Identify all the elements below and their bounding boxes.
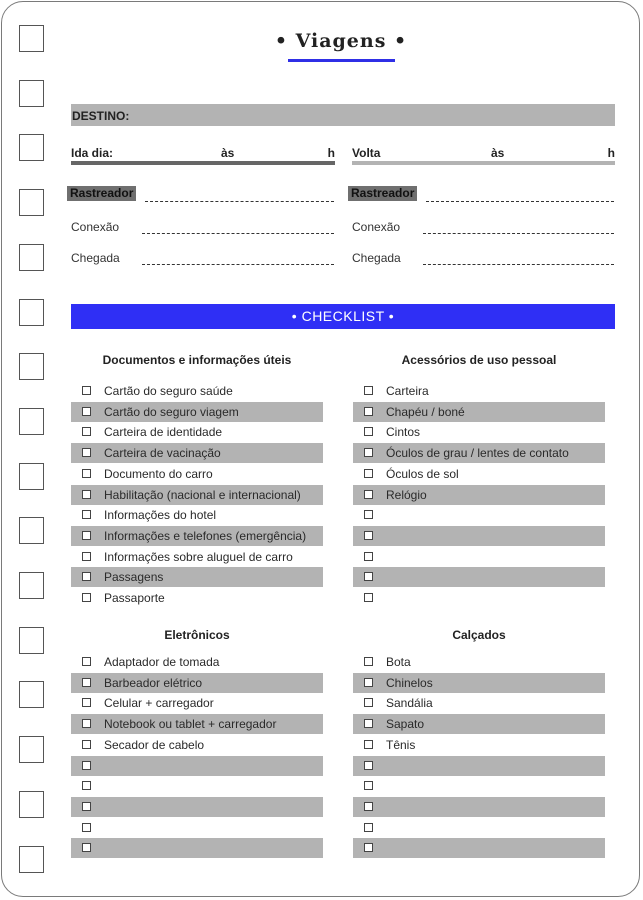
checklist-item-label: Cintos: [386, 425, 421, 440]
right-arrival-label: Chegada: [352, 251, 401, 265]
checkbox-icon[interactable]: [364, 843, 373, 852]
right-tracker-field[interactable]: [348, 186, 614, 202]
page-title: • Viagens •: [274, 30, 408, 52]
checkbox-icon[interactable]: [364, 531, 373, 540]
accessories-section-title: Acessórios de uso pessoal: [401, 353, 557, 367]
checkbox-icon[interactable]: [82, 469, 91, 478]
outbound-date-field[interactable]: [71, 145, 335, 165]
checkbox-icon[interactable]: [82, 781, 91, 790]
left-arrival-line: [142, 264, 334, 265]
binder-box: [19, 299, 44, 326]
left-arrival-label: Chegada: [71, 251, 120, 265]
checklist-item-label: Chinelos: [386, 675, 433, 690]
footwear-checklist-item[interactable]: [353, 735, 605, 755]
accessories-checklist-item[interactable]: [353, 505, 605, 525]
outbound-at-label: às: [221, 146, 235, 160]
accessories-checklist-item[interactable]: [353, 567, 605, 587]
checkbox-icon[interactable]: [364, 761, 373, 770]
left-connection-line: [142, 233, 334, 234]
checklist-item-label: Relógio: [386, 487, 427, 502]
left-connection-field[interactable]: [71, 218, 334, 234]
footwear-checklist-item[interactable]: [353, 756, 605, 776]
binder-box: [19, 681, 44, 708]
checklist-item-label: Cartão do seguro saúde: [104, 384, 233, 398]
documents-checklist-item[interactable]: [71, 402, 323, 422]
checkbox-icon[interactable]: [364, 781, 373, 790]
accessories-checklist-item[interactable]: [353, 485, 605, 505]
destination-field[interactable]: [71, 104, 615, 126]
checkbox-icon[interactable]: [364, 572, 373, 581]
checkbox-icon[interactable]: [82, 531, 91, 540]
checklist-item-label: Carteira de identidade: [104, 425, 223, 440]
checklist-item-label: Carteira: [386, 384, 429, 398]
left-tracker-label: Rastreador: [67, 186, 136, 201]
checklist-item-label: Celular + carregador: [104, 696, 214, 711]
checklist-item-label: Documento do carro: [104, 466, 213, 481]
inbound-date-field[interactable]: [352, 145, 615, 165]
checkbox-icon[interactable]: [82, 427, 91, 436]
checkbox-icon[interactable]: [364, 510, 373, 519]
outbound-hour-label: h: [327, 146, 335, 160]
right-arrival-line: [423, 264, 614, 265]
electronics-checklist-item[interactable]: [71, 693, 323, 713]
left-connection-label: Conexão: [71, 220, 120, 234]
checkbox-icon[interactable]: [364, 386, 373, 395]
checklist-item-label: Informações do hotel: [104, 508, 217, 523]
checklist-item-label: Sapato: [386, 717, 425, 732]
checkbox-icon[interactable]: [82, 761, 91, 770]
binder-box: [19, 189, 44, 216]
footwear-section-title: Calçados: [452, 628, 506, 642]
footwear-checklist-item[interactable]: [353, 797, 605, 817]
checklist-item-label: Óculos de sol: [386, 466, 459, 481]
right-connection-line: [423, 233, 614, 234]
documents-checklist-item[interactable]: [71, 526, 323, 546]
binder-box: [19, 627, 44, 654]
documents-checklist-item[interactable]: [71, 567, 323, 587]
electronics-checklist-item[interactable]: [71, 673, 323, 693]
checkbox-icon[interactable]: [82, 823, 91, 832]
electronics-section-title: Eletrônicos: [164, 628, 230, 642]
checkbox-icon[interactable]: [364, 427, 373, 436]
checkbox-icon[interactable]: [364, 448, 373, 457]
footwear-checklist-item[interactable]: [353, 693, 605, 713]
checkbox-icon[interactable]: [82, 510, 91, 519]
checkbox-icon[interactable]: [82, 740, 91, 749]
footwear-checklist-item[interactable]: [353, 652, 605, 672]
checkbox-icon[interactable]: [364, 657, 373, 666]
right-tracker-line: [426, 201, 614, 202]
accessories-checklist-item[interactable]: [353, 422, 605, 442]
checklist-item-label: Secador de cabelo: [104, 737, 205, 752]
checkbox-icon[interactable]: [82, 593, 91, 602]
accessories-checklist-item[interactable]: [353, 381, 605, 401]
checklist-item-label: Adaptador de tomada: [104, 655, 220, 669]
electronics-checklist-item[interactable]: [71, 756, 323, 776]
binder-box: [19, 517, 44, 544]
checklist-item-label: Passagens: [104, 570, 164, 585]
binder-box: [19, 353, 44, 380]
checklist-item-label: Notebook ou tablet + carregador: [104, 717, 277, 732]
checkbox-icon[interactable]: [82, 719, 91, 728]
documents-checklist-item[interactable]: [71, 547, 323, 567]
binder-box: [19, 572, 44, 599]
binder-box: [19, 80, 44, 107]
title-underline: [288, 59, 395, 62]
checklist-item-label: Habilitação (nacional e internacional): [104, 487, 301, 502]
documents-checklist-item[interactable]: [71, 588, 323, 608]
accessories-checklist-item[interactable]: [353, 443, 605, 463]
documents-checklist-item[interactable]: [71, 422, 323, 442]
electronics-checklist-item[interactable]: [71, 838, 323, 858]
checkbox-icon[interactable]: [364, 740, 373, 749]
checkbox-icon[interactable]: [82, 386, 91, 395]
electronics-checklist-item[interactable]: [71, 776, 323, 796]
electronics-checklist-item[interactable]: [71, 818, 323, 838]
inbound-label: Volta: [352, 146, 381, 160]
checkbox-icon[interactable]: [364, 698, 373, 707]
checkbox-icon[interactable]: [364, 490, 373, 499]
checklist-header: • CHECKLIST •: [71, 304, 615, 329]
checklist-item-label: Óculos de grau / lentes de contato: [386, 446, 569, 461]
right-connection-label: Conexão: [352, 220, 401, 234]
binder-box: [19, 791, 44, 818]
right-connection-field[interactable]: [352, 218, 614, 234]
checkbox-icon[interactable]: [82, 657, 91, 666]
checklist-item-label: Carteira de vacinação: [104, 446, 221, 461]
checklist-item-label: Bota: [386, 655, 411, 669]
accessories-checklist-item[interactable]: [353, 588, 605, 608]
documents-checklist-item[interactable]: [71, 485, 323, 505]
checklist-item-label: Cartão do seguro viagem: [104, 404, 239, 419]
checkbox-icon[interactable]: [364, 678, 373, 687]
electronics-checklist-item[interactable]: [71, 714, 323, 734]
footwear-checklist-item[interactable]: [353, 714, 605, 734]
checkbox-icon[interactable]: [364, 719, 373, 728]
documents-section-title: Documentos e informações úteis: [102, 353, 292, 367]
footwear-checklist-item[interactable]: [353, 838, 605, 858]
checkbox-icon[interactable]: [364, 823, 373, 832]
outbound-underline: [71, 161, 335, 165]
footwear-checklist-item[interactable]: [353, 673, 605, 693]
documents-checklist-item[interactable]: [71, 381, 323, 401]
binder-box: [19, 25, 44, 52]
checkbox-icon[interactable]: [82, 698, 91, 707]
electronics-checklist-item[interactable]: [71, 797, 323, 817]
checklist-item-label: Informações e telefones (emergência): [104, 528, 307, 543]
checkbox-icon[interactable]: [82, 552, 91, 561]
checkbox-icon[interactable]: [82, 490, 91, 499]
checkbox-icon[interactable]: [82, 843, 91, 852]
accessories-checklist-item[interactable]: [353, 526, 605, 546]
checkbox-icon[interactable]: [364, 593, 373, 602]
footwear-checklist-item[interactable]: [353, 818, 605, 838]
checklist-item-label: Tênis: [386, 737, 416, 752]
documents-checklist-item[interactable]: [71, 443, 323, 463]
binder-box: [19, 846, 44, 873]
left-tracker-line: [145, 201, 334, 202]
checkbox-icon[interactable]: [364, 552, 373, 561]
checklist-item-label: Chapéu / boné: [386, 404, 465, 419]
checkbox-icon[interactable]: [364, 802, 373, 811]
checkbox-icon[interactable]: [364, 407, 373, 416]
left-tracker-field[interactable]: [67, 186, 334, 202]
inbound-underline: [352, 161, 615, 165]
checklist-item-label: Passaporte: [104, 591, 165, 605]
checklist-item-label: Informações sobre aluguel de carro: [104, 549, 293, 564]
binder-box: [19, 736, 44, 763]
outbound-label: Ida dia:: [71, 146, 114, 160]
checkbox-icon[interactable]: [82, 448, 91, 457]
documents-checklist-item[interactable]: [71, 464, 323, 484]
binder-box: [19, 134, 44, 161]
electronics-checklist-item[interactable]: [71, 735, 323, 755]
binder-box: [19, 463, 44, 490]
accessories-checklist-item[interactable]: [353, 547, 605, 567]
checkbox-icon[interactable]: [82, 407, 91, 416]
accessories-checklist-item[interactable]: [353, 464, 605, 484]
inbound-at-label: às: [491, 146, 505, 160]
inbound-hour-label: h: [607, 146, 615, 160]
destination-label: DESTINO:: [72, 109, 130, 123]
checkbox-icon[interactable]: [82, 678, 91, 687]
documents-checklist-item[interactable]: [71, 505, 323, 525]
checkbox-icon[interactable]: [364, 469, 373, 478]
footwear-checklist-item[interactable]: [353, 776, 605, 796]
electronics-checklist-item[interactable]: [71, 652, 323, 672]
checkbox-icon[interactable]: [82, 572, 91, 581]
checklist-item-label: Barbeador elétrico: [104, 675, 203, 690]
binder-box: [19, 408, 44, 435]
right-tracker-label: Rastreador: [348, 186, 417, 201]
checkbox-icon[interactable]: [82, 802, 91, 811]
binder-box: [19, 244, 44, 271]
left-arrival-field[interactable]: [71, 249, 334, 265]
checklist-item-label: Sandália: [386, 696, 433, 711]
accessories-checklist-item[interactable]: [353, 402, 605, 422]
right-arrival-field[interactable]: [352, 249, 614, 265]
